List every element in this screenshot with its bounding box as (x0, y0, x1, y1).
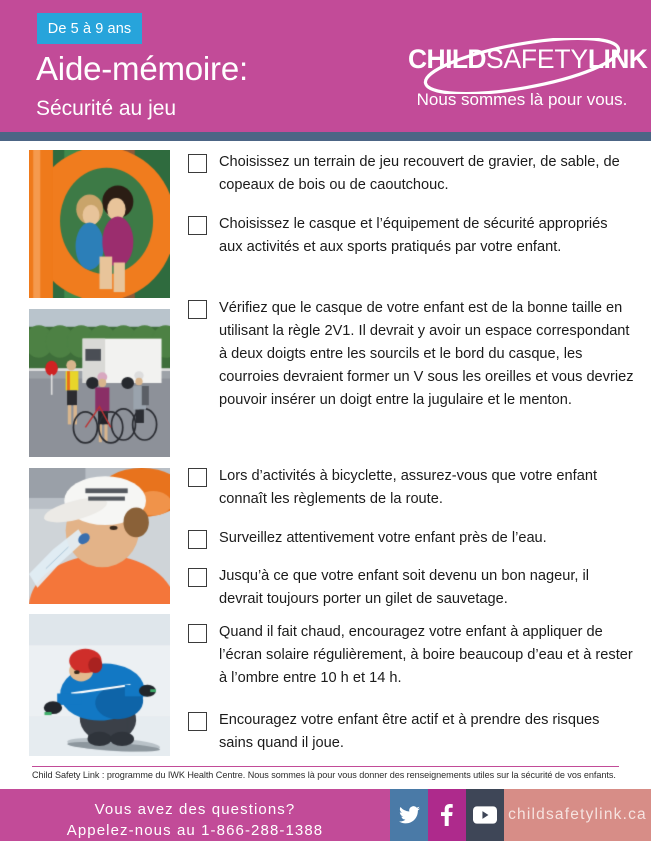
photo-image (29, 309, 170, 457)
child-safety-link-logo (408, 38, 648, 94)
content-area (0, 141, 651, 765)
contact-phone-line: Appelez-nous au 1-866-288-1388 (66, 822, 324, 840)
logo-part-child: CHILD (408, 44, 486, 74)
checklist-item-label: Vérifiez que le casque de votre enfant est de la bonne taille en utilisant la règle 2V1. Il devrait y avoir un espace correspondant à deux doigts entre les sourcils et le bord du casque, les courroies devraient former un V sous les oreilles et vous devriez pouvoir insérer un doigt entre la jugulaire et le menton. (219, 300, 634, 408)
fineprint-divider (32, 766, 619, 767)
photo-thumbnail (29, 309, 170, 457)
checklist-item-label: Jusqu’à ce que votre enfant soit devenu un bon nageur, il devrait toujours porter un gilet de sauvetage. (219, 568, 589, 607)
checkbox[interactable] (188, 300, 207, 319)
checkbox[interactable] (188, 624, 207, 643)
photo-image (29, 468, 170, 604)
logo-tagline: Nous sommes là pour vous. (416, 90, 628, 109)
checkbox[interactable] (188, 530, 207, 549)
youtube-icon (473, 806, 497, 824)
checklist-item[interactable] (188, 465, 635, 511)
contact-prompt-line1: Vous avez des questions? (94, 801, 296, 818)
checklist-item[interactable] (188, 151, 635, 197)
photo-thumbnail (29, 150, 170, 298)
checkbox[interactable] (188, 154, 207, 173)
facebook-link[interactable] (428, 789, 466, 841)
page-subtitle: Sécurité au jeu (36, 97, 177, 120)
checklist-item[interactable] (188, 565, 635, 611)
page-footer (0, 789, 651, 841)
social-links (390, 789, 651, 841)
checklist-item-label: Choisissez le casque et l’équipement de sécurité appropriés aux activités et aux sports pratiqués par votre enfant. (219, 216, 608, 255)
page-header (0, 0, 651, 132)
youtube-link[interactable] (466, 789, 504, 841)
checklist-item-label: Lors d’activités à bicyclette, assurez-vous que votre enfant connaît les règlements de la route. (219, 468, 598, 507)
checklist-item-label: Quand il fait chaud, encouragez votre enfant à appliquer de l’écran solaire régulièrement, à boire beaucoup d’eau et à rester à l’ombre entre 10 h et 14 h. (219, 624, 633, 686)
checklist-item[interactable] (188, 527, 635, 550)
checklist-item[interactable] (188, 213, 635, 259)
website-link[interactable]: childsafetylink.ca (504, 789, 651, 841)
logo-wordmark (408, 44, 648, 74)
checklist-item-label: Surveillez attentivement votre enfant près de l’eau. (219, 530, 547, 546)
checklist-item-label: Encouragez votre enfant être actif et à prendre des risques sains quand il joue. (219, 712, 600, 751)
photo-image (29, 614, 170, 756)
header-accent-stripe (0, 132, 651, 141)
checkbox[interactable] (188, 216, 207, 235)
logo-part-link: LINK (587, 44, 648, 74)
facebook-icon (441, 804, 453, 826)
twitter-link[interactable] (390, 789, 428, 841)
photo-image (29, 150, 170, 298)
checkbox[interactable] (188, 712, 207, 731)
checklist-item[interactable] (188, 297, 635, 412)
fineprint-text: Child Safety Link : programme du IWK Health Centre. Nous sommes là pour vous donner des renseignements utiles sur la sécurité de vos enfants. (32, 770, 616, 780)
page-title: Aide-mémoire: (36, 50, 248, 87)
checklist-item[interactable] (188, 709, 635, 755)
checklist-item-label: Choisissez un terrain de jeu recouvert de gravier, de sable, de copeaux de bois ou de caoutchouc. (219, 154, 620, 193)
twitter-icon (399, 806, 420, 824)
logo-part-safety: SAFETY (485, 44, 588, 74)
contact-prompt (0, 799, 390, 842)
checkbox[interactable] (188, 568, 207, 587)
photo-thumbnail (29, 614, 170, 756)
checklist-item[interactable] (188, 621, 635, 690)
age-range-badge: De 5 à 9 ans (37, 13, 142, 44)
photo-thumbnail (29, 468, 170, 604)
checkbox[interactable] (188, 468, 207, 487)
